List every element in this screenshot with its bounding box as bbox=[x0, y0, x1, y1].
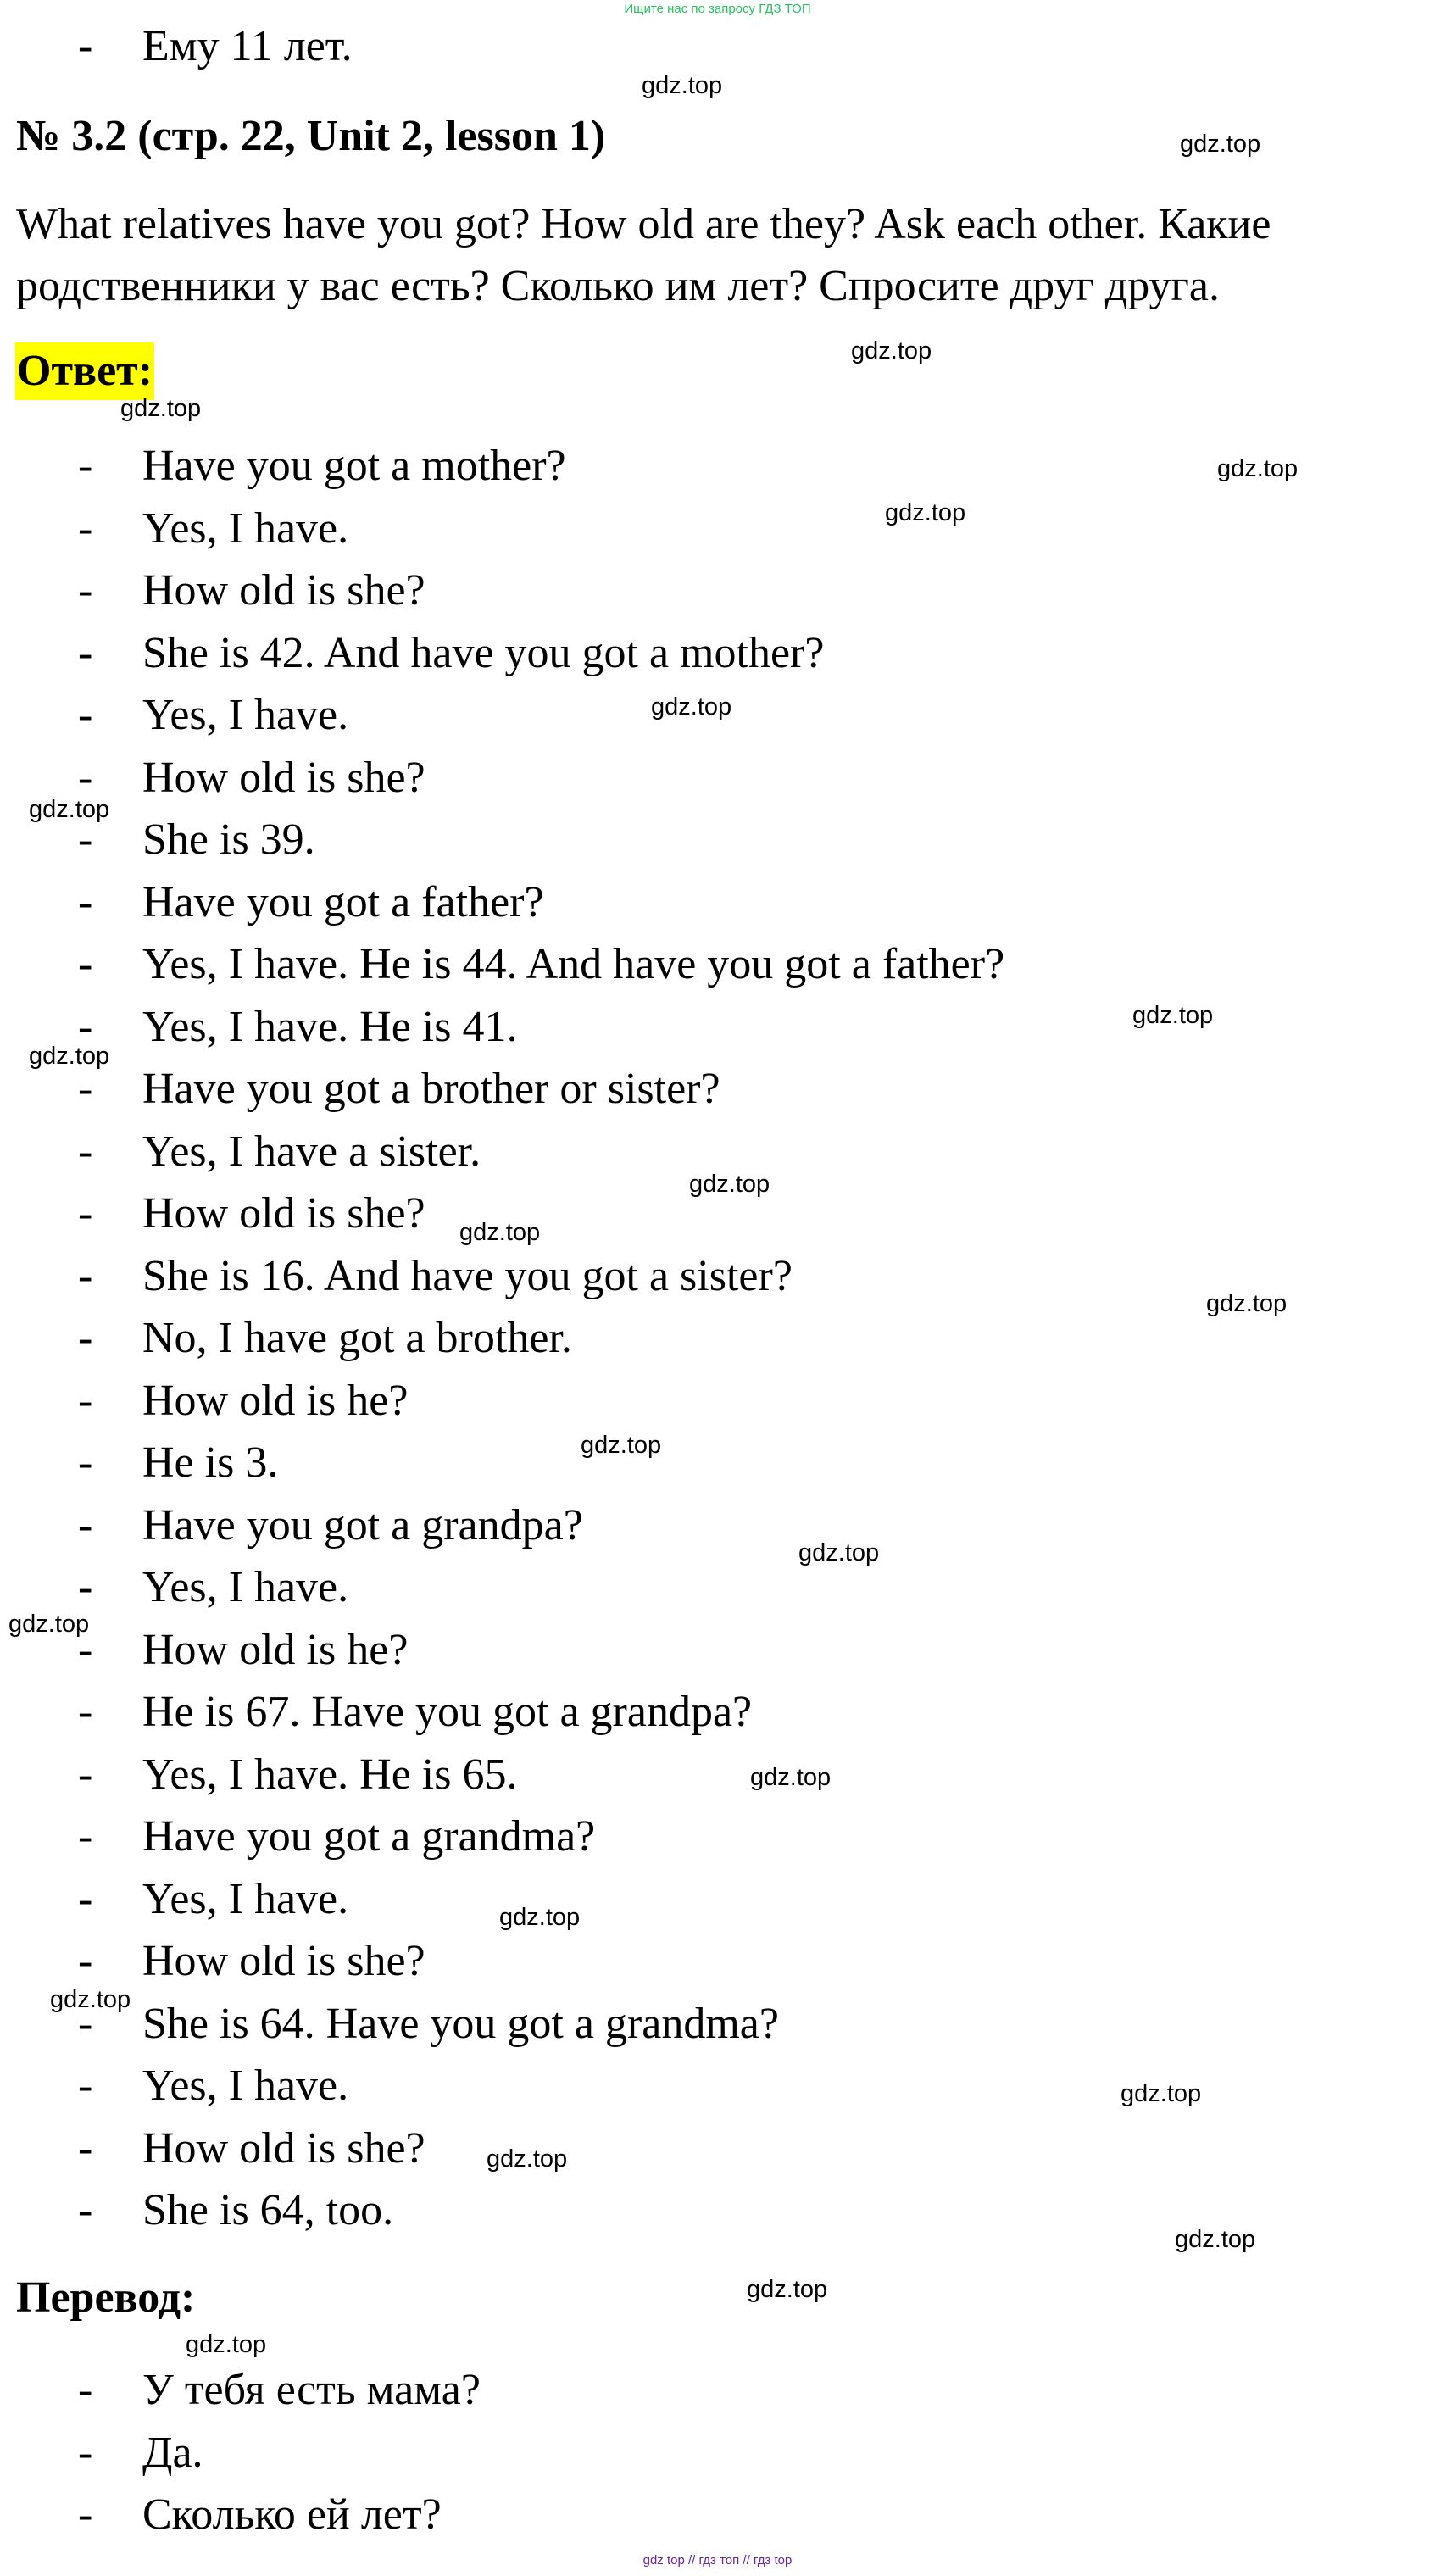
line-text: Да. bbox=[142, 2428, 203, 2477]
line-text: Yes, I have. He is 44. And have you got a father? bbox=[142, 940, 1005, 988]
watermark-text: gdz.top bbox=[487, 2145, 568, 2173]
line-text: Yes, I have a sister. bbox=[142, 1127, 481, 1176]
dash: - bbox=[78, 1688, 93, 1736]
line-text: Yes, I have. He is 41. bbox=[142, 1002, 518, 1051]
dash: - bbox=[78, 1999, 93, 2048]
line-text: Have you got a grandpa? bbox=[142, 1500, 583, 1549]
dash: - bbox=[78, 1189, 93, 1238]
dash: - bbox=[78, 504, 93, 553]
watermark-text: gdz.top bbox=[50, 1986, 131, 2013]
line-text: Yes, I have. bbox=[142, 1563, 349, 1611]
watermark-text: gdz.top bbox=[851, 337, 932, 364]
watermark-text: gdz.top bbox=[499, 1904, 581, 1931]
watermark-text: gdz.top bbox=[1217, 455, 1299, 482]
dash: - bbox=[78, 1563, 93, 1611]
dash: - bbox=[78, 815, 93, 864]
line-text: У тебя есть мама? bbox=[142, 2366, 481, 2414]
watermark-text: gdz.top bbox=[1206, 1290, 1288, 1317]
line-text: How old is he? bbox=[142, 1625, 409, 1674]
line-text: Yes, I have. bbox=[142, 691, 349, 739]
watermark-text: gdz.top bbox=[885, 499, 966, 526]
watermark-text: gdz.top bbox=[1132, 1002, 1214, 1029]
dash: - bbox=[78, 2061, 93, 2110]
watermark-text: gdz.top bbox=[1121, 2080, 1202, 2107]
answer-label: Ответ: bbox=[15, 342, 154, 400]
line-text: She is 39. bbox=[142, 815, 315, 864]
dash: - bbox=[78, 1937, 93, 1985]
dash: - bbox=[78, 2490, 93, 2539]
translation-label: Перевод: bbox=[16, 2273, 196, 2322]
line-text: Сколько ей лет? bbox=[142, 2490, 442, 2539]
exercise-title: № 3.2 (стр. 22, Unit 2, lesson 1) bbox=[16, 112, 606, 160]
dash: - bbox=[78, 940, 93, 988]
line-text: Have you got a grandma? bbox=[142, 1812, 596, 1861]
watermark-text: gdz.top bbox=[798, 1539, 880, 1566]
line-text: How old is she? bbox=[142, 1937, 425, 1985]
watermark-text: gdz.top bbox=[29, 1043, 110, 1070]
dash: - bbox=[78, 753, 93, 802]
line-text: How old is she? bbox=[142, 566, 425, 615]
line-text: He is 67. Have you got a grandpa? bbox=[142, 1688, 753, 1736]
watermark-text: gdz.top bbox=[689, 1171, 770, 1198]
question-line-1: What relatives have you got? How old are they? Ask each other. Какие bbox=[16, 200, 1271, 248]
line-text: Yes, I have. bbox=[142, 504, 349, 553]
line-text: She is 16. And have you got a sister? bbox=[142, 1251, 793, 1300]
watermark-text: gdz.top bbox=[747, 2276, 828, 2303]
line-text: She is 64, too. bbox=[142, 2186, 394, 2234]
watermark-text: gdz.top bbox=[581, 1432, 662, 1459]
dash: - bbox=[78, 1376, 93, 1425]
line-text: Have you got a father? bbox=[142, 877, 544, 926]
line-text: Yes, I have. He is 65. bbox=[142, 1750, 518, 1799]
watermark-text: gdz.top bbox=[120, 395, 202, 422]
watermark-text: gdz.top bbox=[8, 1611, 90, 1638]
dash: - bbox=[78, 2123, 93, 2173]
watermark-text: gdz.top bbox=[459, 1219, 541, 1246]
dash: - bbox=[78, 566, 93, 615]
dash: - bbox=[78, 1438, 93, 1487]
watermark-text: gdz.top bbox=[1175, 2226, 1256, 2253]
line-text: How old is she? bbox=[142, 2123, 425, 2173]
watermark-text: gdz.top bbox=[750, 1764, 832, 1791]
line-text: Yes, I have. bbox=[142, 1874, 349, 1923]
dash: - bbox=[78, 1500, 93, 1549]
dash: - bbox=[78, 2428, 93, 2477]
line-text: He is 3. bbox=[142, 1438, 279, 1487]
watermark-text: gdz.top bbox=[186, 2331, 267, 2358]
dash: - bbox=[78, 1251, 93, 1300]
line-text: No, I have got a brother. bbox=[142, 1314, 572, 1362]
dash: - bbox=[78, 1874, 93, 1923]
dash: - bbox=[78, 22, 93, 70]
dash: - bbox=[78, 2186, 93, 2234]
dash: - bbox=[78, 1065, 93, 1113]
dash: - bbox=[78, 877, 93, 926]
line-text: She is 64. Have you got a grandma? bbox=[142, 1999, 779, 2048]
top-search-note: Ищите нас по запросу ГДЗ ТОП bbox=[624, 2, 811, 16]
watermark-text: gdz.top bbox=[1180, 131, 1261, 158]
dash: - bbox=[78, 1625, 93, 1674]
line-text: She is 42. And have you got a mother? bbox=[142, 628, 825, 677]
watermark-text: gdz.top bbox=[651, 693, 732, 721]
question-line-2: родственники у вас есть? Сколько им лет? Спросите друг друга. bbox=[16, 262, 1220, 310]
line-text: Ему 11 лет. bbox=[142, 22, 353, 70]
dash: - bbox=[78, 1750, 93, 1799]
dash: - bbox=[78, 691, 93, 739]
line-text: Yes, I have. bbox=[142, 2061, 349, 2110]
dash: - bbox=[78, 1127, 93, 1176]
dash: - bbox=[78, 2366, 93, 2414]
line-text: Have you got a brother or sister? bbox=[142, 1065, 720, 1113]
line-text: How old is she? bbox=[142, 1189, 425, 1238]
watermark-text: gdz.top bbox=[642, 72, 723, 99]
line-text: How old is he? bbox=[142, 1376, 409, 1425]
dash: - bbox=[78, 1002, 93, 1051]
dash: - bbox=[78, 1314, 93, 1362]
dash: - bbox=[78, 442, 93, 490]
bottom-site-note: gdz top // гдз топ // гдз top bbox=[642, 2553, 793, 2568]
dash: - bbox=[78, 1812, 93, 1861]
line-text: Have you got a mother? bbox=[142, 442, 566, 490]
line-text: How old is she? bbox=[142, 753, 425, 802]
dash: - bbox=[78, 628, 93, 677]
watermark-text: gdz.top bbox=[29, 796, 110, 823]
